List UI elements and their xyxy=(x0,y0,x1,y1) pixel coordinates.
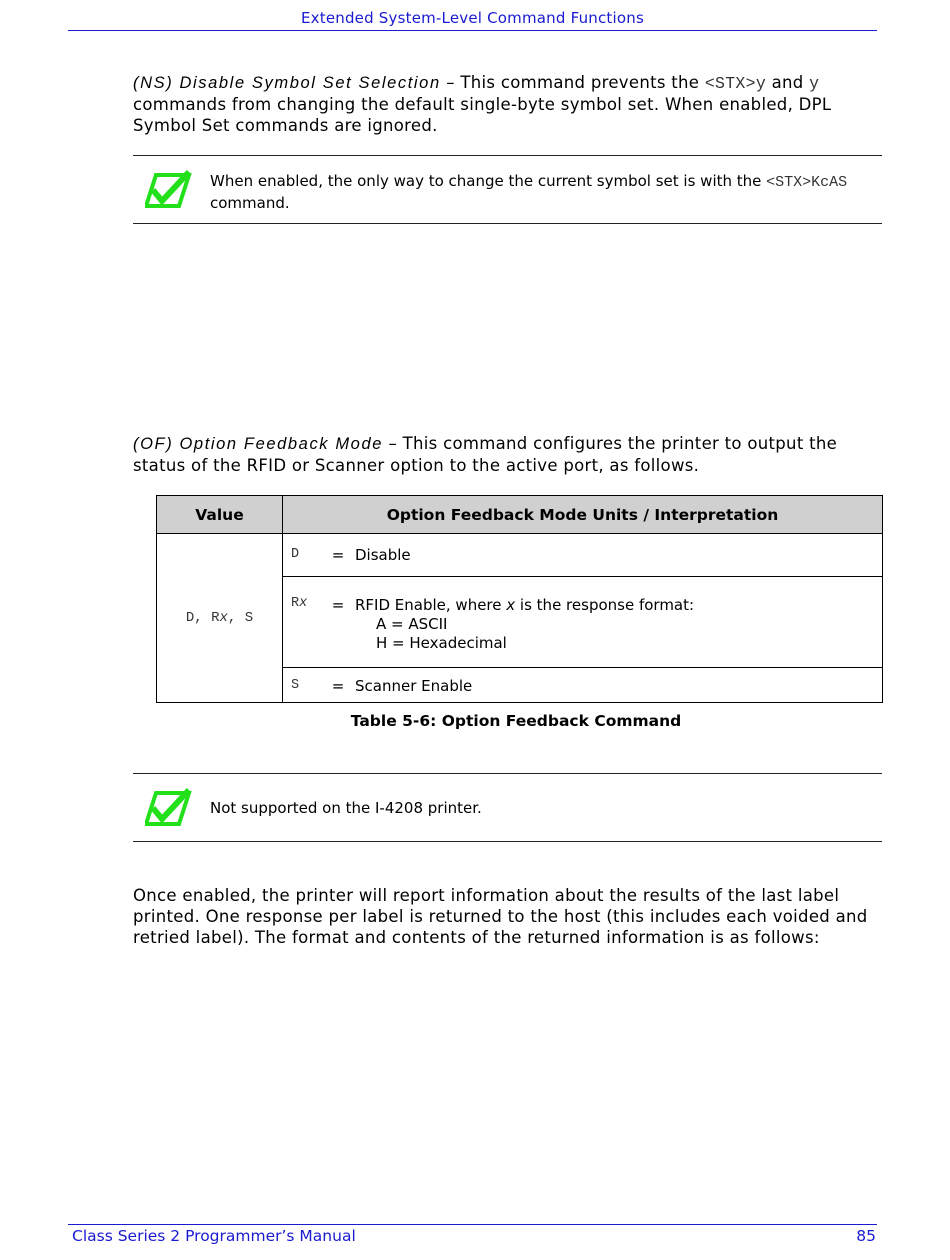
table-header-row xyxy=(157,496,883,534)
rfid-desc-pre: RFID Enable, where xyxy=(355,596,507,614)
row-code: S xyxy=(283,668,324,703)
note-box-symbol-set xyxy=(133,155,882,224)
row-code: D xyxy=(283,534,324,577)
row-code xyxy=(283,577,324,668)
table-row xyxy=(157,534,883,577)
note-2-text: Not supported on the I-4208 printer. xyxy=(210,799,482,817)
row-description: Disable xyxy=(353,534,883,577)
table-caption: Table 5-6: Option Feedback Command xyxy=(350,712,682,730)
value-var: x xyxy=(219,610,228,626)
row-equals: = xyxy=(323,668,353,703)
ns-code-stx-y: <STX>y xyxy=(704,74,767,93)
header-rule xyxy=(68,30,877,31)
option-feedback-table xyxy=(156,495,883,703)
row-description xyxy=(353,577,883,668)
note-1-code: <STX>KcAS xyxy=(766,174,848,191)
row-description: Scanner Enable xyxy=(353,668,883,703)
row-equals: = xyxy=(323,534,353,577)
ns-command-term: (NS) Disable Symbol Set Selection xyxy=(133,74,441,92)
green-checkmark-icon xyxy=(145,170,193,210)
note-box-i4208 xyxy=(133,773,882,842)
note-1-text xyxy=(210,171,847,213)
footer-rule xyxy=(68,1224,877,1225)
closing-paragraph: Once enabled, the printer will report information about the results of the last label printed. One response per label is returned to the host (this includes each voided and retried label). The format and contents of the returned information is as follows: xyxy=(133,886,868,947)
of-command-paragraph xyxy=(133,433,883,476)
rfid-desc-post: is the response format: xyxy=(515,596,695,614)
row-code-letter: R xyxy=(291,596,300,611)
note-1-text-end: command. xyxy=(210,194,290,212)
of-command-term: (OF) Option Feedback Mode xyxy=(133,435,384,453)
value-code: D, R xyxy=(185,610,220,626)
ns-text-2: and xyxy=(766,73,810,92)
value-cell xyxy=(157,534,283,703)
green-checkmark-icon xyxy=(145,788,193,828)
value-header: Value xyxy=(157,496,283,534)
row-code-var: x xyxy=(299,596,308,611)
ns-code-y: y xyxy=(809,74,820,93)
row-equals: = xyxy=(323,577,353,668)
of-text: – This command configures the printer to output the status of the RFID or Scanner option to the active port, as follows. xyxy=(133,434,838,475)
footer-manual-title: Class Series 2 Programmer’s Manual xyxy=(72,1227,356,1245)
running-header: Extended System-Level Command Functions xyxy=(300,9,644,27)
note-1-text-start: When enabled, the only way to change the current symbol set is with the xyxy=(210,172,767,190)
ns-command-paragraph xyxy=(133,72,883,136)
rfid-desc-var: x xyxy=(506,596,516,614)
ns-text-1: – This command prevents the xyxy=(440,73,705,92)
value-code-end: , S xyxy=(227,610,254,626)
rfid-format-hex: H = Hexadecimal xyxy=(376,634,507,652)
ns-text-3: commands from changing the default single-byte symbol set. When enabled, DPL Symbol Set commands are ignored. xyxy=(133,95,832,135)
rfid-format-ascii: A = ASCII xyxy=(376,615,448,633)
footer-page-number: 85 xyxy=(856,1227,876,1245)
interpretation-header: Option Feedback Mode Units / Interpretation xyxy=(283,496,883,534)
